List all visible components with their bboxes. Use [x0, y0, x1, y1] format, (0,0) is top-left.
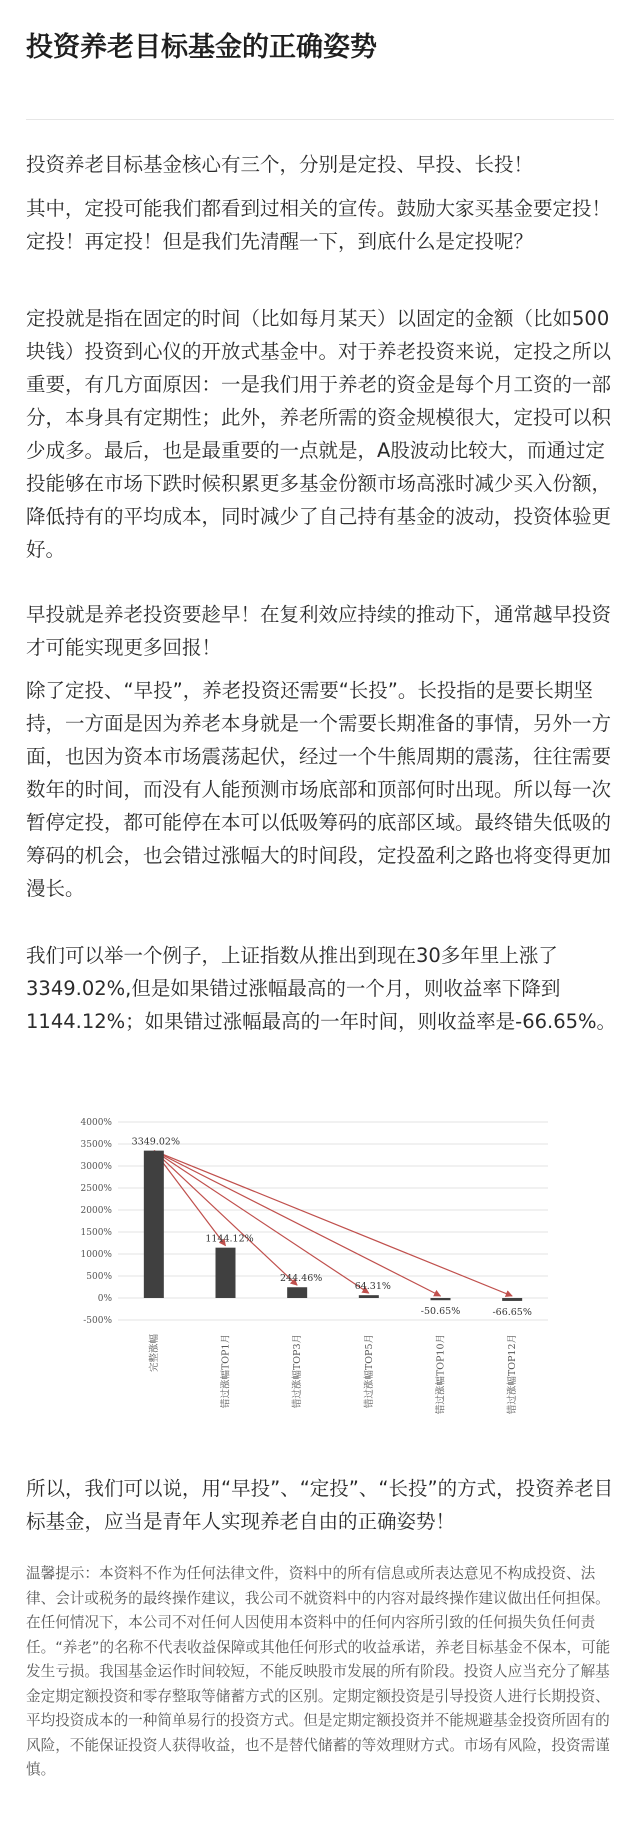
paragraph-example: 我们可以举一个例子，上证指数从推出到现在30多年里上涨了3349.02%,但是如果错过涨幅最高的一个月，则收益率下降到1144.12%；如果错过涨幅最高的一年时间，则收益率是-66.65%。 — [26, 944, 617, 1033]
paragraph-zaotou: 早投就是养老投资要趁早！在复利效应持续的推动下，通常越早投资才可能实现更多回报！ — [26, 603, 612, 659]
data-label: 64.31% — [354, 1281, 391, 1293]
data-label: -50.65% — [420, 1306, 461, 1318]
category-label: 错过涨幅TOP1月 — [220, 1334, 232, 1409]
y-tick-label: 2000% — [80, 1206, 112, 1216]
paragraph-intro: 投资养老目标基金核心有三个，分别是定投、早投、长投！ — [26, 153, 534, 176]
data-label: 3349.02% — [131, 1136, 180, 1148]
article-title: 投资养老目标基金的正确姿势 — [26, 32, 377, 63]
y-tick-label: -500% — [83, 1316, 112, 1326]
y-tick-label: 1500% — [80, 1228, 112, 1238]
category-label: 错过涨幅TOP3月 — [292, 1334, 304, 1409]
paragraph-dingtou-definition: 定投就是指在固定的时间（比如每月某天）以固定的金额（比如500块钱）投资到心仪的开放式基金中。对于养老投资来说，定投之所以重要，有几方面原因：一是我们用于养老的资金是每个月工资的一部分，本身具有定期性；此外，养老所需的资金规模很大，定投可以积少成多。最后，也是最重要的一点就是，A股波动比较大，而通过定投能够在市场下跌时候积累更多基金份额市场高涨时减少买入份额，降低持有的平均成本，同时减少了自己持有基金的波动，投资体验更好。 — [26, 307, 612, 561]
disclaimer-note: 温馨提示：本资料不作为任何法律文件，资料中的所有信息或所表达意见不构成投资、法律、会计或税务的最终操作建议，我公司不就资料中的内容对最终操作建议做出任何担保。在任何情况下，本公司不对任何人因使用本资料中的任何内容所引致的任何损失负任何责任。“养老”的名称不代表收益保障或其他任何形式的收益承诺，养老目标基金不保本，可能发生亏损。我国基金运作时间较短，不能反映股市发展的所有阶段。投资人应当充分了解基金定期定额投资和零存整取等储蓄方式的区别。定期定额投资是引导投资人进行长期投资、平均投资成本的一种简单易行的投资方式。但是定期定额投资并不能规避基金投资所固有的风险，不能保证投资人获得收益，也不是替代储蓄的等效理财方式。市场有风险，投资需谨慎。 — [26, 1565, 611, 1778]
paragraph-dingtou-question: 其中，定投可能我们都看到过相关的宣传。鼓励大家买基金要定投！定投！再定投！但是我们先清醒一下，到底什么是定投呢？ — [26, 197, 612, 253]
returns-bar-chart — [70, 1110, 570, 1460]
y-tick-label: 0% — [97, 1294, 112, 1304]
bar — [216, 1248, 236, 1298]
chart-svg — [70, 1110, 570, 1460]
data-label: -66.65% — [492, 1306, 532, 1318]
y-tick-label: 3500% — [80, 1140, 112, 1150]
trend-arrow — [154, 1151, 369, 1294]
title-divider — [26, 119, 614, 120]
y-tick-label: 3000% — [80, 1162, 112, 1172]
trend-arrow — [154, 1151, 512, 1296]
bar — [502, 1298, 522, 1301]
paragraph-changtou: 除了定投、“早投”，养老投资还需要“长投”。长投指的是要长期坚持，一方面是因为养老本身就是一个需要长期准备的事情，另外一方面，也因为资本市场震荡起伏，经过一个牛熊周期的震荡，往往需要数年的时间，而没有人能预测市场底部和顶部何时出现。所以每一次暂停定投，都可能停在本可以低吸筹码的底部区域。最终错失低吸的筹码的机会，也会错过涨幅大的时间段，定投盈利之路也将变得更加漫长。 — [26, 679, 612, 900]
bar — [431, 1298, 451, 1300]
data-label: 244.46% — [280, 1273, 323, 1285]
category-label: 完整涨幅 — [148, 1334, 160, 1373]
y-tick-label: 4000% — [80, 1118, 112, 1128]
data-label: 1144.12% — [205, 1233, 254, 1245]
bar — [144, 1151, 164, 1298]
y-tick-label: 1000% — [80, 1250, 112, 1260]
category-label: 错过涨幅TOP5月 — [363, 1334, 375, 1409]
category-label: 错过涨幅TOP10月 — [435, 1334, 447, 1415]
bar — [359, 1295, 379, 1298]
y-tick-label: 500% — [86, 1272, 112, 1282]
y-tick-label: 2500% — [80, 1184, 112, 1194]
bar — [287, 1287, 307, 1298]
category-label: 错过涨幅TOP12月 — [507, 1334, 519, 1415]
paragraph-conclusion: 所以，我们可以说，用“早投”、“定投”、“长投”的方式，投资养老目标基金，应当是青年人实现养老自由的正确姿势！ — [26, 1477, 614, 1533]
